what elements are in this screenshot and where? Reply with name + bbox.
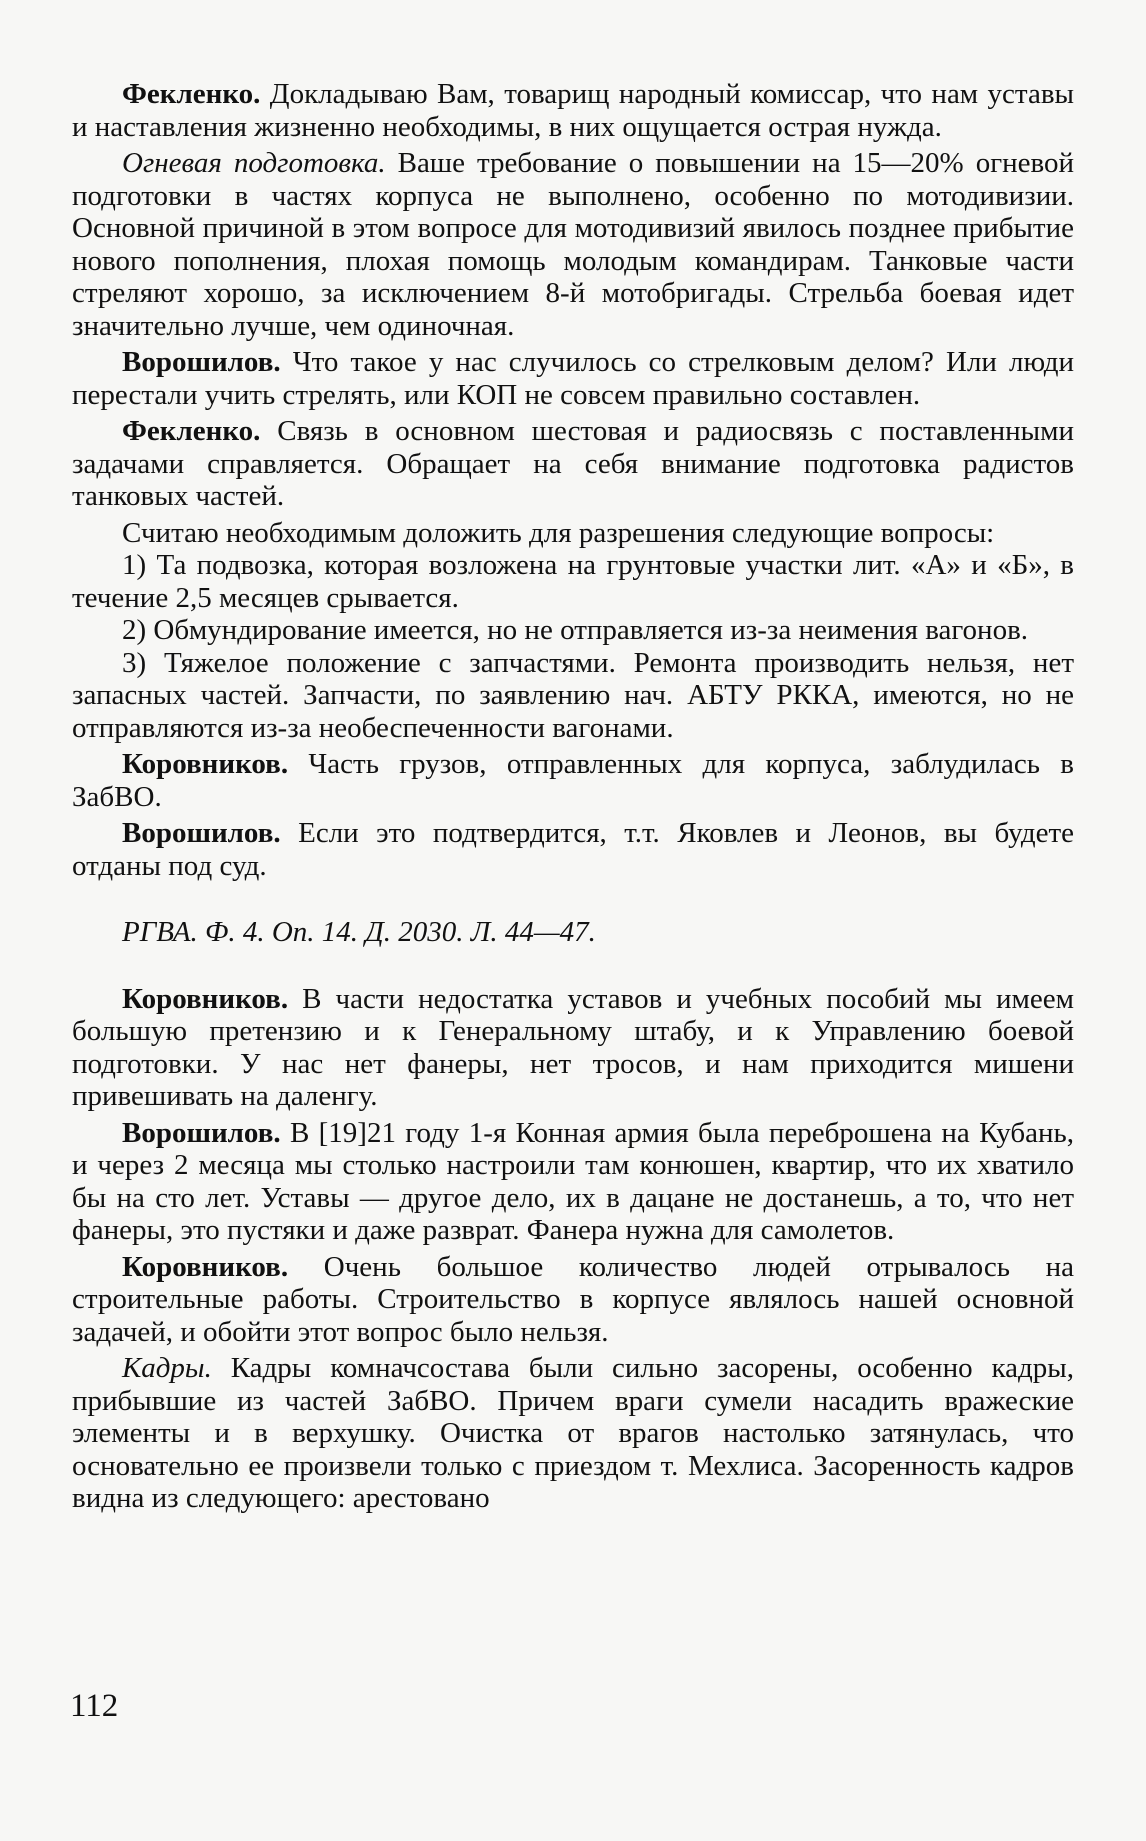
paragraph (72, 817, 1074, 882)
paragraph-text: 3) Тяжелое положение с запчастями. Ремонта производить нельзя, нет запасных частей. Запчасти, по заявлению нач. АБТУ РККА, имеются, но не отправляются из-за необеспеченности вагонами. (72, 646, 1074, 744)
paragraph (72, 748, 1074, 813)
speaker-name: Ворошилов. (122, 346, 281, 378)
list-item (72, 549, 1074, 614)
paragraph-text: Связь в основном шестовая и радиосвязь с поставленными задачами справляется. Обращает на себя внимание подготовка радистов танковых частей. (72, 415, 1074, 512)
list-item (72, 647, 1074, 745)
paragraph-text: Если это подтвердится, т.т. Яковлев и Леонов, вы будете отданы под суд. (72, 817, 1074, 882)
paragraph-text: Кадры комначсостава были сильно засорены, особенно кадры, прибывшие из частей ЗабВО. Причем враги сумели насадить вражеские элементы и в верхушку. Очистка от врагов настолько затянулась, что основательно ее произвели только с приездом т. Мехлиса. Засоренность кадров видна из следующего: арестовано (72, 1352, 1074, 1514)
paragraph-text: В [19]21 году 1-я Конная армия была переброшена на Кубань, и через 2 месяца мы столько настроили там конюшен, квартир, что их хватило бы на сто лет. Уставы — другое дело, их в дацане не достанешь, а то, что нет фанеры, это пустяки и даже разврат. Фанера нужна для самолетов. (72, 1116, 1074, 1246)
list-item (72, 614, 1074, 647)
speaker-name: Фекленко. (122, 415, 261, 447)
paragraph-text: Ваше требование о повышении на 15—20% огневой подготовки в частях корпуса не выполнено, особенно по мотодивизии. Основной причиной в этом вопросе для мотодивизий явилось позднее прибытие нового пополнения, плохая помощь молодым командирам. Танковые части стреляют хорошо, за исключением 8-й мотобригады. Стрельба боевая идет значительно лучше, чем одиночная. (72, 147, 1074, 342)
paragraph-text: Считаю необходимым доложить для разрешения следующие вопросы: (122, 516, 995, 549)
paragraph (72, 517, 1074, 550)
paragraph (72, 1352, 1074, 1515)
speaker-name: Коровников. (122, 982, 289, 1015)
paragraph-text: Что такое у нас случилось со стрелковым делом? Или люди перестали учить стрелять, или КОП не совсем правильно составлен. (72, 346, 1074, 411)
paragraph (72, 147, 1074, 342)
paragraph (72, 78, 1074, 143)
speaker-name: Коровников. (122, 1250, 289, 1283)
paragraph (72, 346, 1074, 411)
speaker-name: Ворошилов. (122, 817, 281, 849)
speaker-name: Фекленко. (122, 78, 261, 110)
topic-heading: Огневая подготовка. (122, 147, 386, 179)
paragraph-text: Докладываю Вам, товарищ народный комиссар, что нам уставы и наставления жизненно необходимы, в них ощущается острая нужда. (72, 78, 1074, 143)
paragraph-text: Часть грузов, отправленных для корпуса, заблудилась в ЗабВО. (72, 748, 1074, 813)
paragraph (72, 1251, 1074, 1349)
paragraph-text: Очень большое количество людей отрывалось на строительные работы. Строительство в корпусе являлось нашей основной задачей, и обойти этот вопрос было нельзя. (72, 1250, 1074, 1348)
section-2 (72, 983, 1074, 1515)
topic-heading: Кадры. (122, 1352, 212, 1384)
page-body (72, 78, 1074, 1515)
speaker-name: Ворошилов. (122, 1116, 281, 1149)
section-1 (72, 78, 1074, 882)
page-number: 112 (70, 1688, 119, 1724)
paragraph-text: 1) Та подвозка, которая возложена на грунтовые участки лит. «А» и «Б», в течение 2,5 месяцев срывается. (72, 549, 1074, 614)
speaker-name: Коровников. (122, 748, 289, 780)
paragraph-text: В части недостатка уставов и учебных пособий мы имеем большую претензию и к Генеральному штабу, и к Управлению боевой подготовки. У нас нет фанеры, нет тросов, и нам приходится мишени привешивать на даленгу. (72, 982, 1074, 1112)
paragraph (72, 1117, 1074, 1247)
paragraph (72, 983, 1074, 1113)
paragraph-text: 2) Обмундирование имеется, но не отправляется из-за неимения вагонов. (122, 614, 1029, 646)
archive-reference: РГВА. Ф. 4. Оп. 14. Д. 2030. Л. 44—47. (122, 916, 596, 948)
paragraph (72, 415, 1074, 513)
